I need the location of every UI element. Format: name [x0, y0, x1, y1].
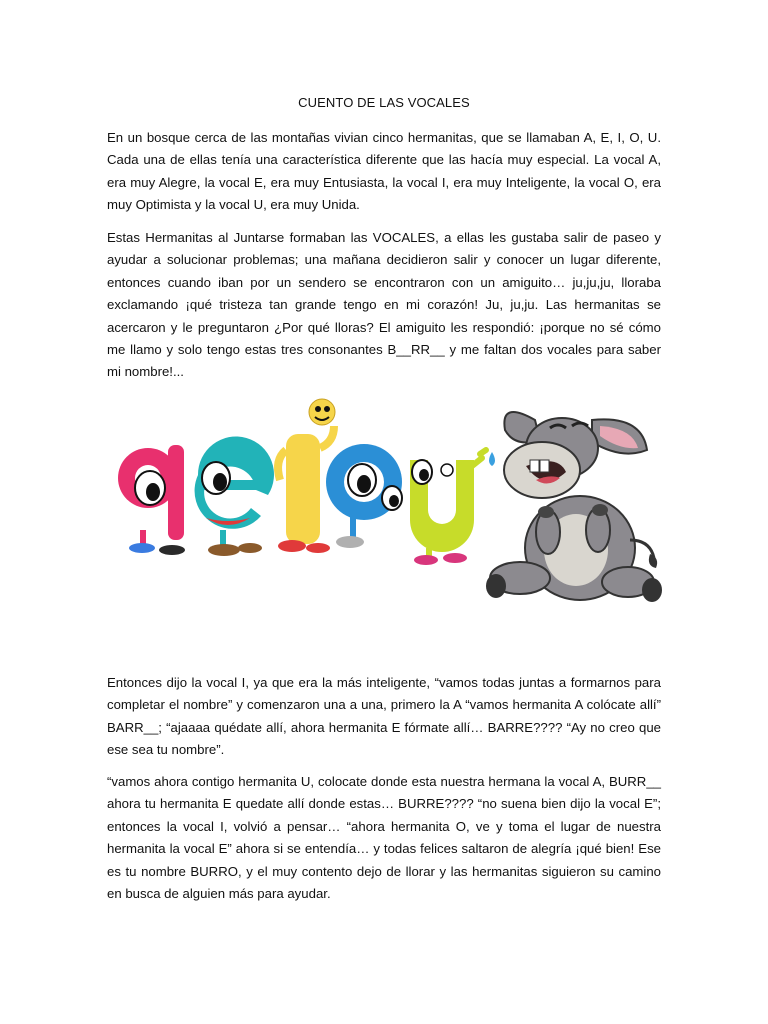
story-illustration: [110, 390, 665, 615]
story-title: CUENTO DE LAS VOCALES: [298, 95, 470, 110]
crying-donkey-illustration: [486, 412, 662, 602]
letter-e-character: [195, 437, 274, 556]
vowel-characters-illustration: [118, 399, 486, 565]
letter-i-character: [278, 399, 335, 553]
paragraph-4: “vamos ahora contigo hermanita U, colocate donde esta nuestra hermana la vocal A, BURR__ ahora tu hermanita E quedate allí donde estas… BURRE???? “no suena bien dijo la vocal E”; entonces la vocal I, volvió a pensar… “ahora hermanita O, ve y toma el lugar de nuestra hermanita la vocal E” ahora si se entendía… y todas felices saltaron de alegría ¡qué bien! Ese es tu nombre BURRO, y el muy contento dejo de llorar y las hermanitas siguieron su camino en busca de alguien más para ayudar.: [107, 774, 661, 902]
paragraph-3: Entonces dijo la vocal I, ya que era la más inteligente, “vamos todas juntas a formarnos para completar el nombre” y comenzaron una a una, primero la A “vamos hermanita A colócate allí” BARR__; “ajaaaa quédate allí, ahora hermanita E fórmate allí… BARRE???? “Ay no creo que ese sea tu nombre”.: [107, 675, 661, 758]
paragraph-2: Estas Hermanitas al Juntarse formaban las VOCALES, a ellas les gustaba salir de paseo y ayudar a solucionar problemas; una mañana decidieron salir y conocer un lugar diferente, entonces cuando iban por un sendero se encontraron con un amiguito… ju,ju,ju, lloraba exclamando ¡qué tristeza tan grande tengo en mi corazón! Ju, ju,ju. Las hermanitas se acercaron y le preguntaron ¿Por qué lloras? El amiguito les respondió: ¡porque no sé cómo me llamo y solo tengo estas tres consonantes B__RR__ y me faltan dos vocales para saber mi nombre!...: [107, 230, 661, 380]
letter-a-character: [118, 445, 185, 555]
letter-u-character: [410, 450, 486, 565]
letter-o-character: [326, 444, 402, 548]
paragraph-1: En un bosque cerca de las montañas vivian cinco hermanitas, que se llamaban A, E, I, O, U. Cada una de ellas tenía una característica diferente que las hacía muy especial. La vocal A, era muy Alegre, la vocal E, era muy Entusiasta, la vocal I, era muy Inteligente, la vocal O, era muy Optimista y la vocal U, era muy Unida.: [107, 130, 661, 213]
